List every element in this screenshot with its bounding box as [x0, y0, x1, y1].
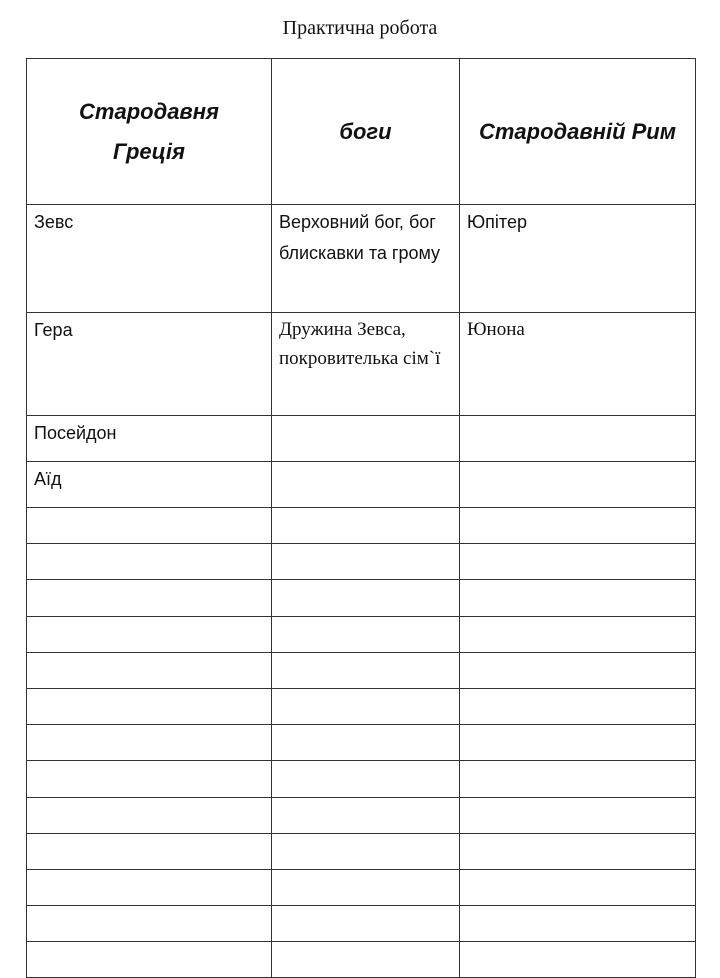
empty-cell[interactable]	[272, 725, 460, 761]
empty-cell[interactable]	[272, 508, 460, 544]
empty-cell[interactable]	[460, 725, 696, 761]
empty-table-row	[27, 544, 696, 580]
empty-cell[interactable]	[272, 906, 460, 942]
empty-cell[interactable]	[460, 797, 696, 833]
cell-description	[272, 416, 460, 462]
empty-cell[interactable]	[272, 797, 460, 833]
empty-cell[interactable]	[460, 906, 696, 942]
empty-table-row	[27, 652, 696, 688]
empty-cell[interactable]	[460, 652, 696, 688]
empty-cell[interactable]	[27, 544, 272, 580]
cell-greek-god: Посейдон	[27, 416, 272, 462]
cell-description	[272, 462, 460, 508]
empty-table-row	[27, 761, 696, 797]
cell-description: Верховний бог, бог блискавки та грому	[272, 205, 460, 313]
empty-cell[interactable]	[27, 942, 272, 978]
empty-cell[interactable]	[27, 833, 272, 869]
empty-cell[interactable]	[27, 761, 272, 797]
empty-cell[interactable]	[460, 544, 696, 580]
cell-roman-god	[460, 416, 696, 462]
empty-cell[interactable]	[460, 869, 696, 905]
empty-table-row	[27, 725, 696, 761]
empty-cell[interactable]	[460, 761, 696, 797]
empty-table-row	[27, 616, 696, 652]
empty-table-row	[27, 797, 696, 833]
cell-description: Дружина Зевса, покровителька сім`ї	[272, 313, 460, 416]
header-gods: боги	[272, 59, 460, 205]
empty-cell[interactable]	[27, 869, 272, 905]
empty-cell[interactable]	[27, 906, 272, 942]
empty-cell[interactable]	[460, 580, 696, 616]
cell-greek-god: Аїд	[27, 462, 272, 508]
table-row	[27, 462, 696, 508]
empty-cell[interactable]	[272, 652, 460, 688]
empty-table-row	[27, 580, 696, 616]
header-row	[27, 59, 696, 205]
empty-cell[interactable]	[272, 580, 460, 616]
empty-cell[interactable]	[27, 797, 272, 833]
empty-table-row	[27, 869, 696, 905]
empty-cell[interactable]	[272, 833, 460, 869]
empty-cell[interactable]	[27, 616, 272, 652]
table-row	[27, 416, 696, 462]
document-title: Практична робота	[282, 17, 438, 39]
empty-cell[interactable]	[460, 833, 696, 869]
cell-greek-god: Зевс	[27, 205, 272, 313]
header-greece: Стародавня Греція	[27, 59, 272, 205]
cell-roman-god: Юпітер	[460, 205, 696, 313]
empty-table-row	[27, 688, 696, 724]
empty-table-row	[27, 942, 696, 978]
empty-table-row	[27, 508, 696, 544]
empty-cell[interactable]	[272, 942, 460, 978]
header-rome: Стародавній Рим	[460, 59, 696, 205]
cell-greek-god: Гера	[27, 313, 272, 416]
empty-cell[interactable]	[460, 616, 696, 652]
empty-cell[interactable]	[27, 652, 272, 688]
gods-table	[26, 58, 696, 978]
empty-cell[interactable]	[272, 688, 460, 724]
empty-cell[interactable]	[272, 616, 460, 652]
empty-table-row	[27, 906, 696, 942]
cell-roman-god: Юнона	[460, 313, 696, 416]
empty-cell[interactable]	[27, 508, 272, 544]
empty-cell[interactable]	[272, 869, 460, 905]
cell-roman-god	[460, 462, 696, 508]
empty-cell[interactable]	[460, 508, 696, 544]
empty-cell[interactable]	[272, 544, 460, 580]
empty-cell[interactable]	[460, 688, 696, 724]
table-row	[27, 313, 696, 416]
empty-cell[interactable]	[460, 942, 696, 978]
table-row	[27, 205, 696, 313]
empty-cell[interactable]	[27, 725, 272, 761]
empty-cell[interactable]	[272, 761, 460, 797]
empty-table-row	[27, 833, 696, 869]
empty-cell[interactable]	[27, 580, 272, 616]
empty-cell[interactable]	[27, 688, 272, 724]
